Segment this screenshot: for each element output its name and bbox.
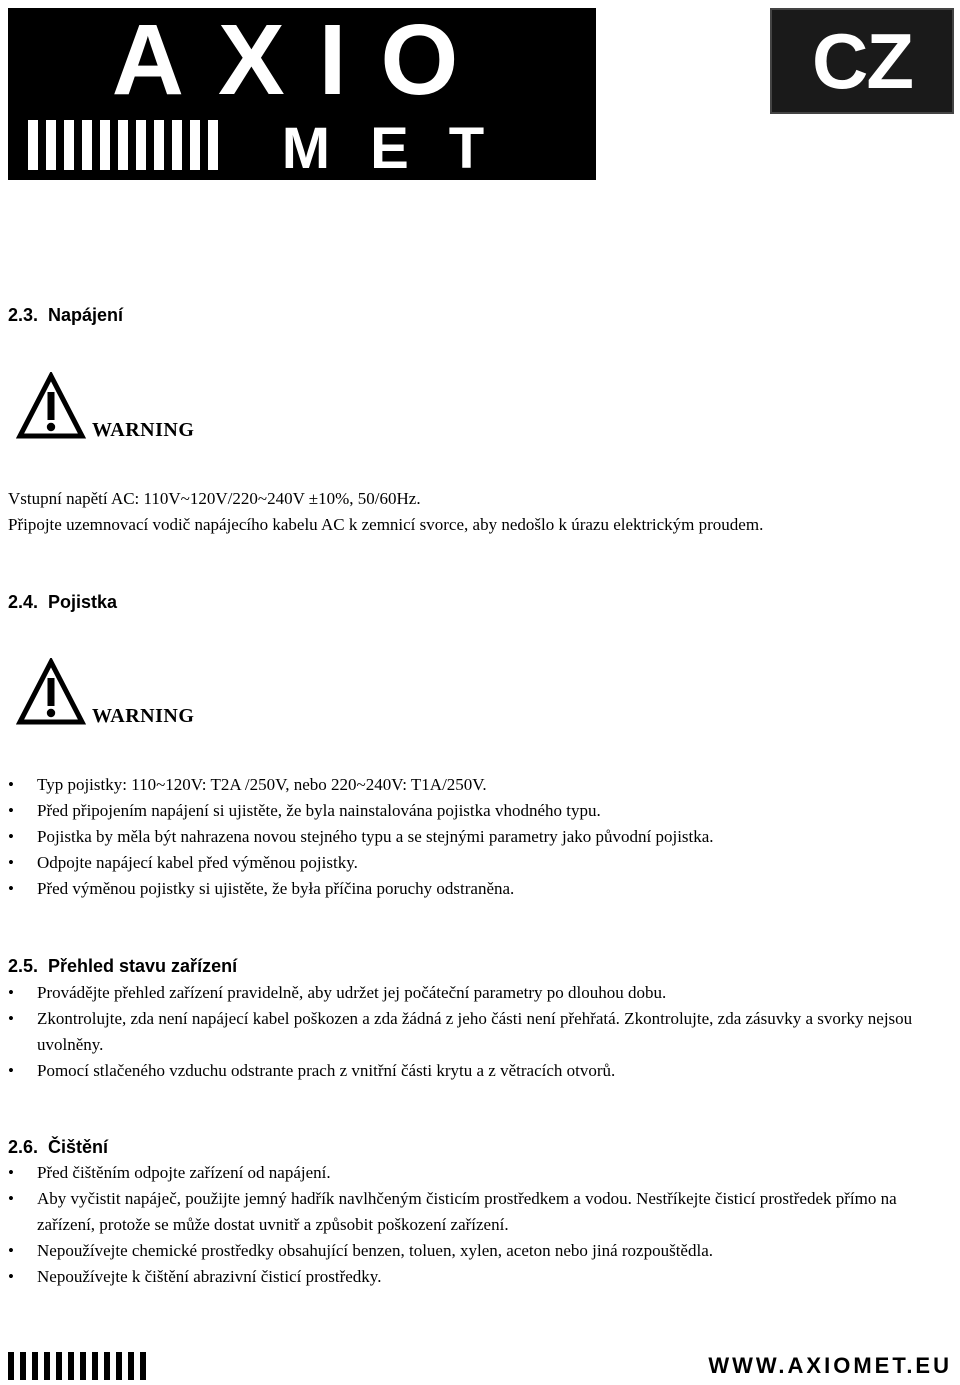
section-title: Čištění (48, 1137, 109, 1157)
warning-label: WARNING (92, 419, 195, 441)
list-item: • Před připojením napájení si ujistěte, že byla nainstalována pojistka vhodného typu. (8, 798, 954, 824)
list-item: • Pomocí stlačeného vzduchu odstrante prach z vnitřní části krytu a z větracích otvorů. (8, 1058, 954, 1084)
list-item: • Před výměnou pojistky si ujistěte, že była příčina poruchy odstraněna. (8, 876, 954, 902)
section-heading-inspection (8, 955, 237, 977)
list-item: • Před čištěním odpojte zařízení od napájení. (8, 1160, 954, 1186)
cleaning-list (8, 1160, 954, 1290)
list-item: • Nepoužívejte chemické prostředky obsahující benzen, toluen, xylen, aceton nebo jiná rozpouštědla. (8, 1238, 954, 1264)
list-item: • Aby vyčistit napáječ, použijte jemný hadřík navlhčeným čisticím prostředkem a vodou. Nestříkejte čisticí prostředek přímo na zařízení, protože se může dostat uvnitř a způsobit poškození zařízení. (8, 1186, 954, 1238)
inspection-list (8, 980, 954, 1084)
footer-bar-mark (8, 1352, 146, 1380)
section-number: 2.5. (8, 956, 39, 976)
list-item: • Zkontrolujte, zda není napájecí kabel poškozen a zda žádná z jeho části není přehřatá. Zkontrolujte, zda zásuvky a svorky nejsou uvolněny. (8, 1006, 954, 1058)
website-link[interactable]: WWW.AXIOMET.EU (708, 1353, 952, 1378)
section-title: Pojistka (48, 592, 118, 612)
power-line-2: Připojte uzemnovací vodič napájecího kabelu AC k zemnicí svorce, aby nedošlo k úrazu elektrickým proudem. (8, 515, 764, 534)
section-heading-power (8, 304, 123, 326)
warning-icon (16, 372, 198, 442)
section-title: Napájení (48, 305, 124, 325)
list-item: • Provádějte přehled zařízení pravidelně, aby udržet jej počáteční parametry po dlouhou dobu. (8, 980, 954, 1006)
section-number: 2.6. (8, 1137, 39, 1157)
list-item: • Odpojte napájecí kabel před výměnou pojistky. (8, 850, 954, 876)
section-heading-fuse (8, 591, 117, 613)
country-badge (770, 8, 954, 114)
power-line-1: Vstupní napětí AC: 110V~120V/220~240V ±10%, 50/60Hz. (8, 489, 421, 508)
axiomet-logo (8, 8, 596, 180)
section-number: 2.4. (8, 592, 39, 612)
section-title: Přehled stavu zařízení (48, 956, 238, 976)
list-item: • Pojistka by měla být nahrazena novou stejného typu a se stejnými parametry jako původní pojistka. (8, 824, 954, 850)
list-item: • Typ pojistky: 110~120V: T2A /250V, nebo 220~240V: T1A/250V. (8, 772, 954, 798)
list-item: • Nepoužívejte k čištění abrazivní čisticí prostředky. (8, 1264, 954, 1290)
logo-top-word: AXIO (111, 8, 493, 116)
section-heading-cleaning (8, 1136, 108, 1158)
warning-icon (16, 658, 198, 728)
fuse-list (8, 772, 954, 902)
logo-bar-mark (28, 120, 218, 170)
page-footer (8, 1352, 954, 1380)
warning-label: WARNING (92, 705, 195, 727)
logo-bottom-word: MET (281, 116, 525, 180)
section-number: 2.3. (8, 305, 39, 325)
country-code: CZ (812, 17, 912, 105)
